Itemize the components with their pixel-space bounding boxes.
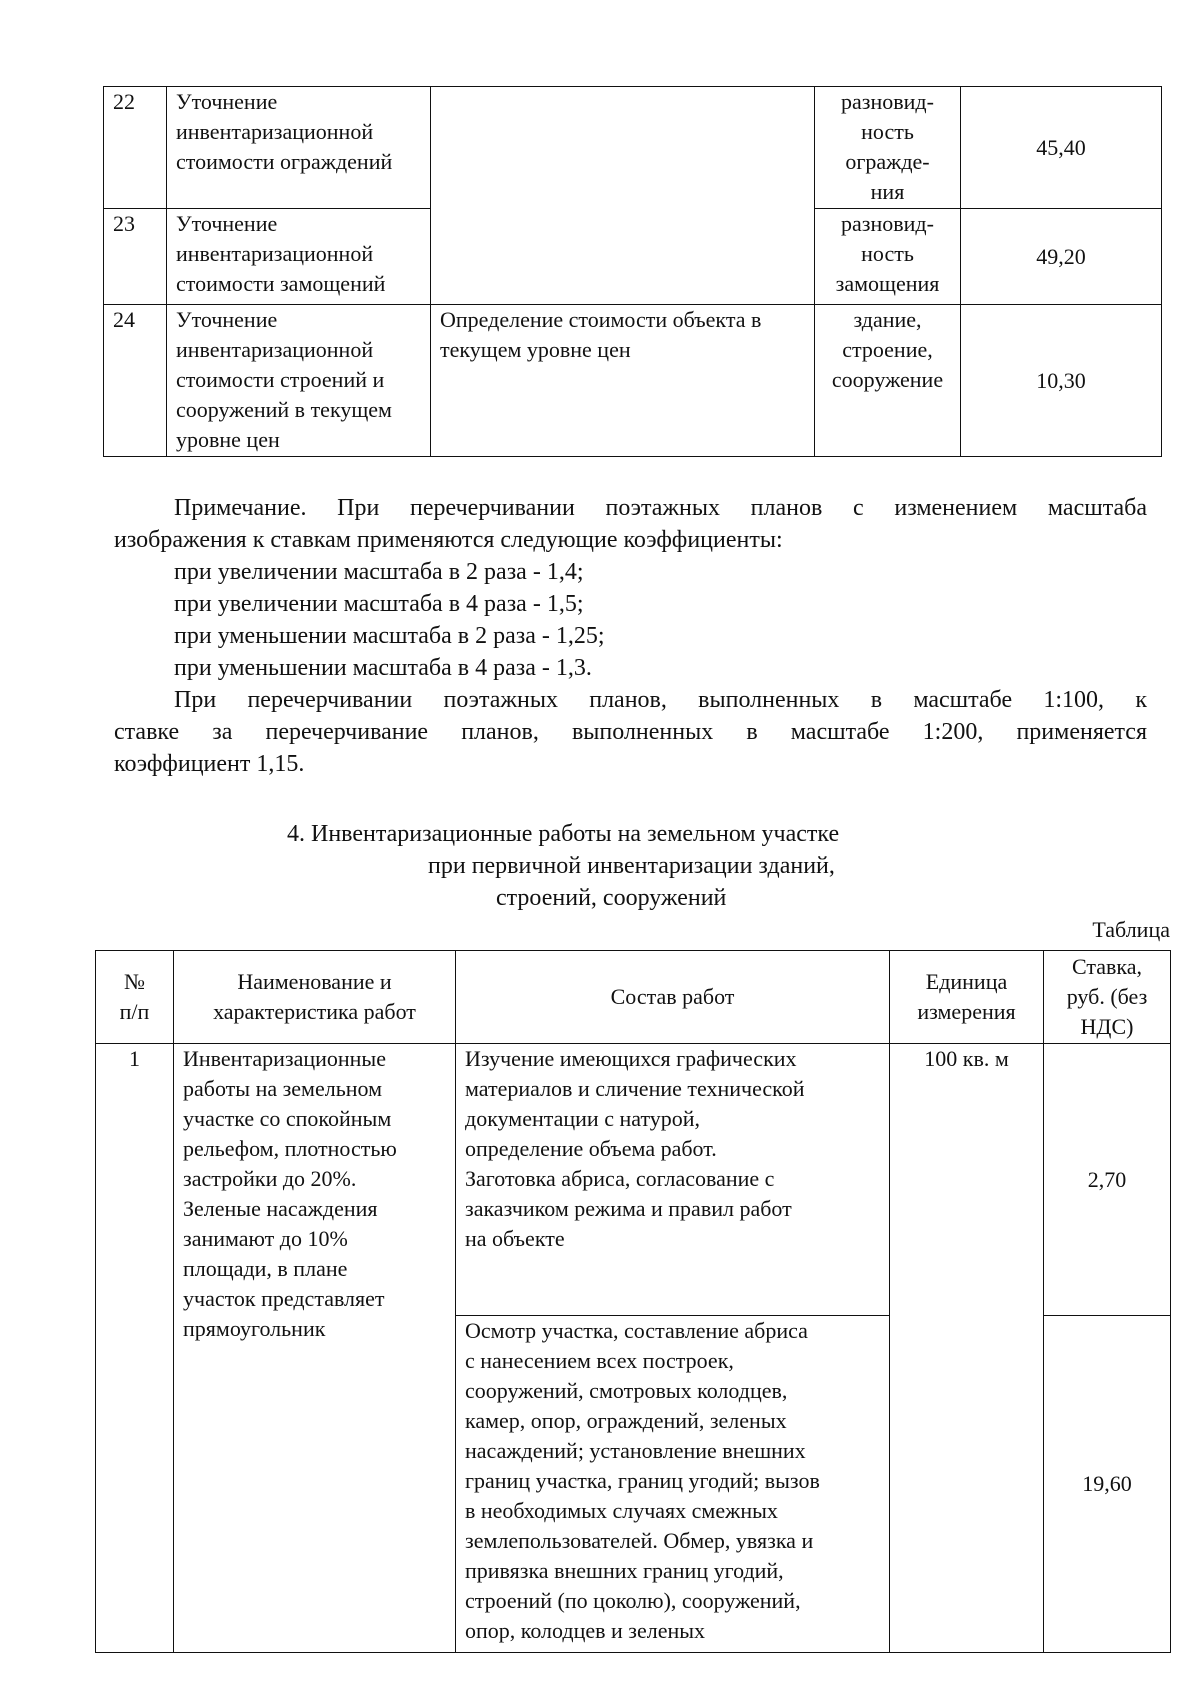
table-row — [96, 1044, 1171, 1316]
note-item: при уменьшении масштаба в 4 раза - 1,3. — [174, 655, 592, 681]
header-name: Наименование и характеристика работ — [174, 951, 456, 1044]
note-item: при увеличении масштаба в 2 раза - 1,4; — [174, 559, 584, 585]
work-composition: Осмотр участка, составление абриса с нанесением всех построек, сооружений, смотровых колодцев, камер, опор, ограждений, зеленых насаждений; установление внешних границ участка, границ угодий; вызов в необходимых случаях смежных землепользователей. Обмер, увязка и привязка внешних границ угодий, строений (по цоколю), сооружений, опор, колодцев и зеленых — [456, 1316, 890, 1653]
unit-of-measure: здание, строение, сооружение — [815, 305, 961, 457]
work-name: Уточнение инвентаризационной стоимости ограждений — [167, 87, 431, 209]
section-title-line: строений, сооружений — [496, 885, 727, 911]
rate-value: 45,40 — [961, 87, 1162, 209]
note-item: при увеличении масштаба в 4 раза - 1,5; — [174, 591, 584, 617]
note-item: при уменьшении масштаба в 2 раза - 1,25; — [174, 623, 605, 649]
note-line: При перечерчивании поэтажных планов, выполненных в масштабе 1:100, к — [174, 687, 1147, 713]
row-number: 23 — [104, 209, 167, 305]
rates-table-continued — [103, 86, 1162, 457]
unit-of-measure: 100 кв. м — [890, 1044, 1044, 1653]
table-label: Таблица — [1092, 917, 1170, 942]
section-title-line: 4. Инвентаризационные работы на земельном участке — [287, 821, 840, 847]
table-row — [104, 87, 1162, 209]
work-name: Инвентаризационные работы на земельном участке со спокойным рельефом, плотностью застройки до 20%. Зеленые насаждения занимают до 10% площади, в плане участок представляет прямоугольник — [174, 1044, 456, 1653]
note-line: изображения к ставкам применяются следующие коэффициенты: — [114, 527, 783, 553]
row-number: 24 — [104, 305, 167, 457]
header-rate: Ставка, руб. (без НДС) — [1044, 951, 1171, 1044]
rate-value: 10,30 — [961, 305, 1162, 457]
unit-of-measure: разновид- ность огражде- ния — [815, 87, 961, 209]
note-block — [114, 492, 1147, 780]
note-line: коэффициент 1,15. — [114, 751, 305, 777]
note-line: ставке за перечерчивание планов, выполненных в масштабе 1:200, применяется — [114, 719, 1147, 745]
work-composition — [431, 87, 815, 305]
work-name: Уточнение инвентаризационной стоимости замощений — [167, 209, 431, 305]
unit-of-measure: разновид- ность замощения — [815, 209, 961, 305]
header-unit: Единица измерения — [890, 951, 1044, 1044]
header-number: № п/п — [96, 951, 174, 1044]
row-number: 1 — [96, 1044, 174, 1653]
note-line: Примечание. При перечерчивании поэтажных планов с изменением масштаба — [174, 495, 1147, 521]
rate-value: 19,60 — [1044, 1316, 1171, 1653]
row-number: 22 — [104, 87, 167, 209]
table-header-row — [96, 951, 1171, 1044]
table-row — [104, 305, 1162, 457]
header-work: Состав работ — [456, 951, 890, 1044]
rate-value: 2,70 — [1044, 1044, 1171, 1316]
section-title-line: при первичной инвентаризации зданий, — [428, 853, 835, 879]
rates-table — [95, 950, 1171, 1653]
rate-value: 49,20 — [961, 209, 1162, 305]
work-composition: Изучение имеющихся графических материалов и сличение технической документации с натурой, определение объема работ. Заготовка абриса, согласование с заказчиком режима и правил работ на объекте — [456, 1044, 890, 1316]
work-composition: Определение стоимости объекта в текущем уровне цен — [431, 305, 815, 457]
work-name: Уточнение инвентаризационной стоимости строений и сооружений в текущем уровне цен — [167, 305, 431, 457]
